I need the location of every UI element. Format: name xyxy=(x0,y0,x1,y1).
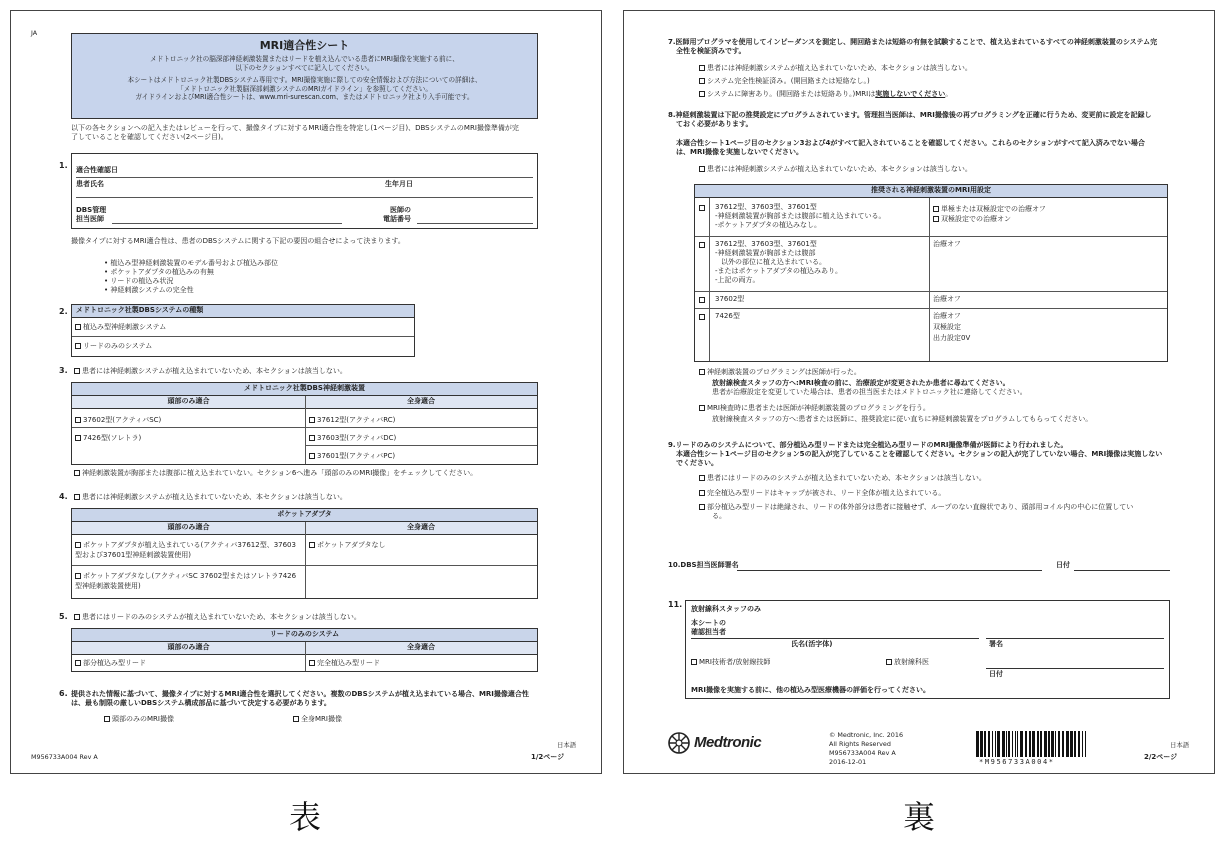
option-label: 部分植込み型リードは絶縁され、リードの体外部分は患者に接触せず、ループのない直線状であり、頭部用コイル内の中心に位置してい xyxy=(707,503,1134,511)
dob-label: 生年月日 xyxy=(385,180,413,188)
date-field[interactable] xyxy=(1074,570,1170,571)
row-4-setting: 出力設定0V xyxy=(933,334,971,342)
checkbox[interactable] xyxy=(75,324,81,330)
option-7426[interactable] xyxy=(75,434,141,443)
checkbox[interactable] xyxy=(309,660,315,666)
section-2-table xyxy=(71,304,415,357)
section-4-number: 4. xyxy=(59,492,68,501)
checkbox[interactable] xyxy=(691,659,697,665)
checkbox[interactable] xyxy=(886,659,892,665)
row-4-checkbox[interactable] xyxy=(699,314,705,320)
option-full-body-mri[interactable] xyxy=(293,715,342,724)
barcode-bar xyxy=(1044,731,1047,757)
row-2-cond: -上記の両方。 xyxy=(715,276,760,284)
option-label: 神経刺激装置のプログラミングは医師が行った。 xyxy=(707,368,861,376)
page-number: 1/2ページ xyxy=(531,753,565,761)
row-3-setting: 治療オフ xyxy=(933,295,961,303)
checkbox[interactable] xyxy=(699,78,705,84)
barcode-bar xyxy=(1012,731,1013,757)
section-5-number: 5. xyxy=(59,612,68,621)
row-4-setting: 双極設定 xyxy=(933,323,961,331)
checkbox[interactable] xyxy=(699,166,705,172)
section-4-na[interactable] xyxy=(74,493,347,502)
option-label: 37612型(アクティバRC) xyxy=(317,416,396,424)
barcode-icon xyxy=(976,731,1088,757)
option-full-lead[interactable] xyxy=(309,659,380,668)
col-head-only: 頭部のみ適合 xyxy=(72,396,305,409)
s7-option-na[interactable] xyxy=(699,64,972,73)
radiology-title: 放射線科スタッフのみ xyxy=(691,605,761,613)
s8-option-na[interactable] xyxy=(699,165,972,174)
row-4-model: 7426型 xyxy=(715,312,740,320)
option-radiologist[interactable] xyxy=(886,658,929,667)
option-label: システム完全性検証済み。(開回路または短絡なし。) xyxy=(707,77,870,85)
option-37603[interactable] xyxy=(309,434,396,443)
option-label: 患者にはリードのみのシステムが植え込まれていないため、本セクションは該当しない。 xyxy=(82,613,361,621)
section-3-table xyxy=(71,382,538,465)
page-front xyxy=(10,10,602,774)
option-label: MRI検査時に患者または医師が神経刺激装置のプログラミングを行う。 xyxy=(707,404,930,412)
row-1-setting-b[interactable] xyxy=(933,215,1011,224)
checkbox[interactable] xyxy=(309,453,315,459)
signature-label: DBS担当医師署名 xyxy=(680,561,739,569)
date-label: 日付 xyxy=(1056,561,1070,569)
section-10-label xyxy=(668,561,739,570)
checkbox[interactable] xyxy=(104,716,110,722)
row-1-setting-a[interactable] xyxy=(933,205,1046,214)
option-label: ポケットアダプタなし(アクティバSC 37602型またはソレトラ7426 xyxy=(83,572,297,580)
option-label: 完全植込み型リード xyxy=(317,659,380,667)
medtronic-logo-icon xyxy=(666,731,692,755)
checkbox[interactable] xyxy=(699,504,705,510)
checkbox[interactable] xyxy=(75,417,81,423)
patient-name-field[interactable] xyxy=(76,197,533,198)
divider xyxy=(72,565,537,566)
language: 日本語 xyxy=(557,741,577,749)
barcode-bar xyxy=(1029,731,1031,757)
row-3-model: 37602型 xyxy=(715,295,745,303)
checkbox[interactable] xyxy=(699,490,705,496)
option-label: リードのみのシステム xyxy=(83,342,153,350)
radiology-date-field[interactable] xyxy=(986,668,1164,669)
row-2-cond: -またはポケットアダプタの植込みあり。 xyxy=(715,267,842,275)
s8-option-program-at-mri[interactable] xyxy=(699,404,930,413)
barcode-bar xyxy=(1006,731,1007,757)
caption-back: 裏 xyxy=(903,798,936,836)
option-leads-only[interactable] xyxy=(75,342,152,351)
option-adapter-no-full[interactable] xyxy=(309,541,385,550)
checkbox[interactable] xyxy=(75,660,81,666)
option-label: 37601型(アクティバPC) xyxy=(317,452,396,460)
option-label: 37603型(アクティバDC) xyxy=(317,434,397,442)
option-37602[interactable] xyxy=(75,416,161,425)
option-label: 7426型(ソレトラ) xyxy=(83,434,142,442)
option-label: る。 xyxy=(712,512,726,520)
barcode-bar xyxy=(1058,731,1060,757)
patient-name-label: 患者氏名 xyxy=(76,180,104,188)
section-5-na[interactable] xyxy=(74,613,361,622)
checkbox[interactable] xyxy=(74,614,80,620)
date-label: 日付 xyxy=(989,670,1003,678)
barcode-bar xyxy=(1008,731,1010,757)
section-10-number: 10. xyxy=(668,561,681,569)
section-9-text xyxy=(668,441,1068,450)
row-1-checkbox[interactable] xyxy=(699,205,705,211)
banner-line: ガイドラインおよびMRI適合性シートは、www.mri-surescan.com、またはメドトロニック社より入手可能です。 xyxy=(135,93,474,102)
section-5-header: リードのみのシステム xyxy=(72,629,537,642)
section-1-form xyxy=(71,153,538,229)
section-8-text xyxy=(668,111,1151,120)
barcode-bar xyxy=(980,731,983,757)
option-implanted-system[interactable] xyxy=(75,323,166,332)
section-3-na[interactable] xyxy=(74,367,347,376)
note-text: 患者が治療設定を変更していた場合は、患者の担当医またはメドトロニック社に連絡してください。 xyxy=(712,388,1027,396)
checkbox[interactable] xyxy=(309,417,315,423)
row-3-checkbox[interactable] xyxy=(699,297,705,303)
phone-label: 医師の xyxy=(390,206,411,214)
option-label: ポケットアダプタなし xyxy=(317,541,386,549)
option-label: 全身MRI撮像 xyxy=(301,715,342,723)
checkbox[interactable] xyxy=(75,542,81,548)
barcode-bar xyxy=(1078,731,1080,757)
sheet-title: MRI適合性シート xyxy=(259,39,350,52)
page-number: 2/2ページ xyxy=(1144,753,1178,761)
option-label: 神経刺激装置が胸部または腹部に植え込まれていない。セクション6へ進み「頭部のみのMRI撮像」をチェックしてください。 xyxy=(82,469,478,477)
s7-option-fault[interactable] xyxy=(699,90,952,99)
banner-line: 「メドトロニック社製脳深部刺激システムのMRIガイドライン」を参照してください。 xyxy=(177,84,432,93)
barcode-bar xyxy=(1062,731,1064,757)
barcode-bar xyxy=(1002,731,1005,757)
section-5-table xyxy=(71,628,538,672)
option-mri-tech[interactable] xyxy=(691,658,770,667)
barcode-text: *M956733A004* xyxy=(979,758,1055,766)
option-label: 双極設定での治療オン xyxy=(941,215,1011,223)
option-37601[interactable] xyxy=(309,452,395,461)
row-1-model: 37612型、37603型、37601型 xyxy=(715,203,817,211)
lang-code: JA xyxy=(31,29,38,37)
reviewer-name-field[interactable] xyxy=(691,638,979,639)
language: 日本語 xyxy=(1170,741,1190,749)
row-2-cond: 以外の部位に植え込まれている。 xyxy=(721,258,826,266)
barcode-bar xyxy=(1025,731,1027,757)
factor-item: • 植込み型神経刺激装置のモデル番号および植込み部位 xyxy=(104,259,279,267)
checkbox[interactable] xyxy=(933,206,939,212)
barcode-bar xyxy=(997,731,1000,757)
section-9-line: 本適合性シート1ページ目のセクション5の記入が完了していることを確認してください。セクションの記入が完了していない場合、MRI撮像は実施しない xyxy=(676,450,1163,458)
section-7-line: 全性を検証済みです。 xyxy=(676,47,746,55)
checkbox[interactable] xyxy=(699,91,705,97)
option-label: MRI技術者/放射線技師 xyxy=(699,658,771,666)
divider xyxy=(305,396,306,464)
factor-item: • ポケットアダプタの植込みの有無 xyxy=(104,268,214,276)
option-label: 植込み型神経刺激システム xyxy=(83,323,167,331)
section-3-number: 3. xyxy=(59,366,68,375)
banner-line: 以下のセクションすべてに記入してください。 xyxy=(235,63,374,72)
s9-option-na[interactable] xyxy=(699,474,986,483)
section-8-line: ておく必要があります。 xyxy=(676,120,753,128)
intro-line: 以下の各セクションへの記入またはレビューを行って、撮像タイプに対するMRI適合性を特定し(1ページ目)、DBSシステムのMRI撮像準備が完 xyxy=(71,124,519,132)
checkbox[interactable] xyxy=(74,470,80,476)
checkbox[interactable] xyxy=(74,494,80,500)
checkbox[interactable] xyxy=(75,573,81,579)
note-text: 放射線検査スタッフの方へ:MRI検査の前に、治療設定が変更されたか患者に尋ねてください。 xyxy=(712,379,1010,387)
barcode-bar xyxy=(1066,731,1069,757)
compat-date-label: 適合性確認日 xyxy=(76,166,118,174)
option-label: 患者には神経刺激システムが植え込まれていないため、本セクションは該当しない。 xyxy=(82,493,347,501)
col-head-only: 頭部のみ適合 xyxy=(72,642,305,655)
section-6-text: は、最も制限の厳しいDBSシステム構成部品に基づいて決定する必要があります。 xyxy=(71,699,331,707)
s8-option-programmed[interactable] xyxy=(699,368,861,377)
radiology-note xyxy=(712,379,1010,388)
note-text: 放射線検査スタッフの方へ:患者または医師に、推奨設定に従い直ちに神経刺激装置をプログラムしてもらってください。 xyxy=(712,415,1093,423)
section-11-number: 11. xyxy=(668,600,683,609)
section-6-text: 提供された情報に基づいて、撮像タイプに対するMRI適合性を選択してください。複数のDBSシステムが植え込まれている場合、MRI撮像適合性 xyxy=(71,690,529,698)
doc-number: M956733A004 Rev A xyxy=(31,753,98,761)
row-2-checkbox[interactable] xyxy=(699,242,705,248)
divider xyxy=(72,427,537,428)
option-head-mri[interactable] xyxy=(104,715,174,724)
checkbox[interactable] xyxy=(293,716,299,722)
title-banner xyxy=(71,33,538,119)
checkbox[interactable] xyxy=(699,65,705,71)
section-4-table xyxy=(71,508,538,599)
option-label: 患者にはリードのみのシステムが植え込まれていないため、本セクションは該当しない。 xyxy=(707,474,986,482)
option-37612[interactable] xyxy=(309,416,395,425)
section-9-line: でください。 xyxy=(676,459,718,467)
section-7-number: 7. xyxy=(668,38,676,46)
row-2-model: 37612型、37603型、37601型 xyxy=(715,240,817,248)
option-label: 頭部のみのMRI撮像 xyxy=(112,715,174,723)
barcode-bar xyxy=(1040,731,1042,757)
rights: All Rights Reserved xyxy=(829,740,891,748)
barcode-bar xyxy=(1051,731,1054,757)
barcode-bar xyxy=(1070,731,1073,757)
barcode-bar xyxy=(1048,731,1050,757)
divider xyxy=(695,308,1167,309)
phone-field[interactable] xyxy=(417,223,533,224)
option-label: システムに障害あり。(開回路または短絡あり。)MRIは xyxy=(707,90,876,98)
doc-number: M956733A004 Rev A xyxy=(829,749,896,757)
dbs-physician-label: 担当医師 xyxy=(76,215,104,223)
factor-item: • 神経刺激システムの完全性 xyxy=(104,286,194,294)
recommended-settings-table xyxy=(694,184,1168,362)
row-1-cond: -神経刺激装置が胸部または腹部に植え込まれている。 xyxy=(715,212,886,220)
section-8-number: 8. xyxy=(668,111,676,119)
section-3-note[interactable] xyxy=(74,469,477,478)
option-label: 患者には神経刺激システムが植え込まれていないため、本セクションは該当しない。 xyxy=(707,64,972,72)
option-label: 。 xyxy=(945,90,953,98)
page-back xyxy=(623,10,1215,774)
doc-date: 2016-12-01 xyxy=(829,758,867,766)
dbs-physician-label: DBS管理 xyxy=(76,206,107,214)
barcode-bar xyxy=(1032,731,1035,757)
confirm-label: 確認担当者 xyxy=(691,628,726,636)
section-8-line: 本適合性シート1ページ目のセクション3および4がすべて記入されていることを確認してください。これらのセクションがすべて記入済みでない場合 xyxy=(676,139,1145,147)
section-7-text xyxy=(668,38,1157,47)
option-adapter-yes[interactable] xyxy=(75,541,296,550)
radiology-note: MRI撮像を実施する前に、他の植込み型医療機器の評価を行ってください。 xyxy=(691,686,930,694)
section-8-line: は、MRI撮像を実施しないでください。 xyxy=(676,148,803,156)
option-label: 完全植込み型リードはキャップが被され、リード全体が植え込まれている。 xyxy=(707,489,946,497)
section-7-line: 医師用プログラマを使用してインピーダンスを測定し、開回路または短絡の有無を試験することで、植え込まれているすべての神経刺激装置のシステム完 xyxy=(675,38,1158,46)
option-label: ポケットアダプタが植え込まれている(アクティバ37612型、37603 xyxy=(83,541,296,549)
divider xyxy=(695,291,1167,292)
section-2-header: メドトロニック社製DBSシステムの種類 xyxy=(72,305,414,318)
caption-front: 表 xyxy=(289,798,322,836)
col-full-body: 全身適合 xyxy=(305,522,537,535)
section-8-line: 神経刺激装置は下記の推奨設定にプログラムされています。管理担当医師は、MRI撮像後の再プログラミングを正確に行うため、変更前に設定を記録し xyxy=(675,111,1152,119)
section-4-header: ポケットアダプタ xyxy=(72,509,537,522)
row-1-cond: -ポケットアダプタの植込みなし。 xyxy=(715,221,821,229)
name-label: 氏名(活字体) xyxy=(791,640,833,648)
divider xyxy=(305,642,306,671)
barcode-bar xyxy=(1015,731,1016,757)
option-adapter-no-head[interactable] xyxy=(75,572,296,581)
col-full-body: 全身適合 xyxy=(305,396,537,409)
s9-option-full-lead[interactable] xyxy=(699,489,945,498)
option-label: 部分植込み型リード xyxy=(83,659,146,667)
physician-signature-field[interactable] xyxy=(737,570,1042,571)
row-2-setting: 治療オフ xyxy=(933,240,961,248)
barcode-bar xyxy=(1037,731,1039,757)
barcode-bar xyxy=(1085,731,1086,757)
confirm-label: 本シートの xyxy=(691,619,726,627)
emphasis: 実施しないでください xyxy=(875,90,946,98)
divider xyxy=(695,236,1167,237)
barcode-bar xyxy=(988,731,990,757)
s9-option-partial-lead[interactable] xyxy=(699,503,1133,512)
checkbox[interactable] xyxy=(699,405,705,411)
barcode-bar xyxy=(1017,731,1018,757)
option-label: 型および37601型神経刺激装置使用) xyxy=(75,551,191,559)
table-header: 推奨される神経刺激装置のMRI用設定 xyxy=(695,185,1167,198)
divider xyxy=(929,198,930,361)
checkbox[interactable] xyxy=(309,435,315,441)
intro-line: 了していることを確認してください(2ページ目)。 xyxy=(71,133,228,141)
factor-item: • リードの植込み状況 xyxy=(104,277,174,285)
factors-intro: 撮像タイプに対するMRI適合性は、患者のDBSシステムに関する下記の要因の組合せによって決まります。 xyxy=(71,237,405,245)
dbs-physician-field[interactable] xyxy=(112,223,342,224)
option-label: 型神経刺激装置使用) xyxy=(75,582,141,590)
option-label: 単極または双極設定での治療オフ xyxy=(941,205,1046,213)
divider xyxy=(709,198,710,361)
barcode-bar xyxy=(976,731,979,757)
checkbox[interactable] xyxy=(75,435,81,441)
checkbox[interactable] xyxy=(699,475,705,481)
section-3-header: メドトロニック社製DBS神経刺激装置 xyxy=(72,383,537,396)
col-full-body: 全身適合 xyxy=(305,642,537,655)
checkbox[interactable] xyxy=(74,368,80,374)
section-9-line: リードのみのシステムについて、部分植込み型リードまたは完全植込み型リードのMRI撮像準備が医師により行われました。 xyxy=(675,441,1068,449)
reviewer-signature-field[interactable] xyxy=(986,638,1164,639)
divider xyxy=(72,336,414,337)
barcode-bar xyxy=(984,731,986,757)
checkbox[interactable] xyxy=(699,369,705,375)
radiology-box xyxy=(685,600,1170,699)
checkbox[interactable] xyxy=(933,216,939,222)
banner-line: 本シートはメドトロニック社製DBSシステム専用です。MRI撮像実施に際しての安全情報および方法についての詳細は、 xyxy=(127,76,482,85)
option-label: 37602型(アクティバSC) xyxy=(83,416,162,424)
row-2-cond: -神経刺激装置が胸部または腹部 xyxy=(715,249,816,257)
checkbox[interactable] xyxy=(75,343,81,349)
barcode-bar xyxy=(1055,731,1056,757)
barcode-bar xyxy=(992,731,993,757)
divider xyxy=(305,522,306,598)
col-head-only: 頭部のみ適合 xyxy=(72,522,305,535)
section-1-number: 1. xyxy=(59,161,68,170)
section-6-number: 6. xyxy=(59,689,68,698)
section-2-number: 2. xyxy=(59,307,68,316)
banner-line: メドトロニック社の脳深部神経刺激装置またはリードを植え込んでいる患者にMRI撮像を実施する前に、 xyxy=(150,55,459,63)
barcode-bar xyxy=(1020,731,1023,757)
barcode-bar xyxy=(1082,731,1083,757)
option-partial-lead[interactable] xyxy=(75,659,146,668)
phone-label: 電話番号 xyxy=(383,215,411,223)
section-9-number: 9. xyxy=(668,441,676,449)
option-label: 患者には神経刺激システムが植え込まれていないため、本セクションは該当しない。 xyxy=(82,367,347,375)
checkbox[interactable] xyxy=(309,542,315,548)
brand-wordmark: Medtronic xyxy=(694,734,762,751)
barcode-bar xyxy=(995,731,996,757)
row-4-setting: 治療オフ xyxy=(933,312,961,320)
option-label: 患者には神経刺激システムが植え込まれていないため、本セクションは該当しない。 xyxy=(707,165,972,173)
sign-label: 署名 xyxy=(989,640,1003,648)
divider xyxy=(305,445,537,446)
copyright: © Medtronic, Inc. 2016 xyxy=(829,731,904,739)
s7-option-verified[interactable] xyxy=(699,77,870,86)
barcode-bar xyxy=(1074,731,1076,757)
compat-date-field[interactable] xyxy=(76,177,533,178)
option-label: 放射線科医 xyxy=(894,658,929,666)
